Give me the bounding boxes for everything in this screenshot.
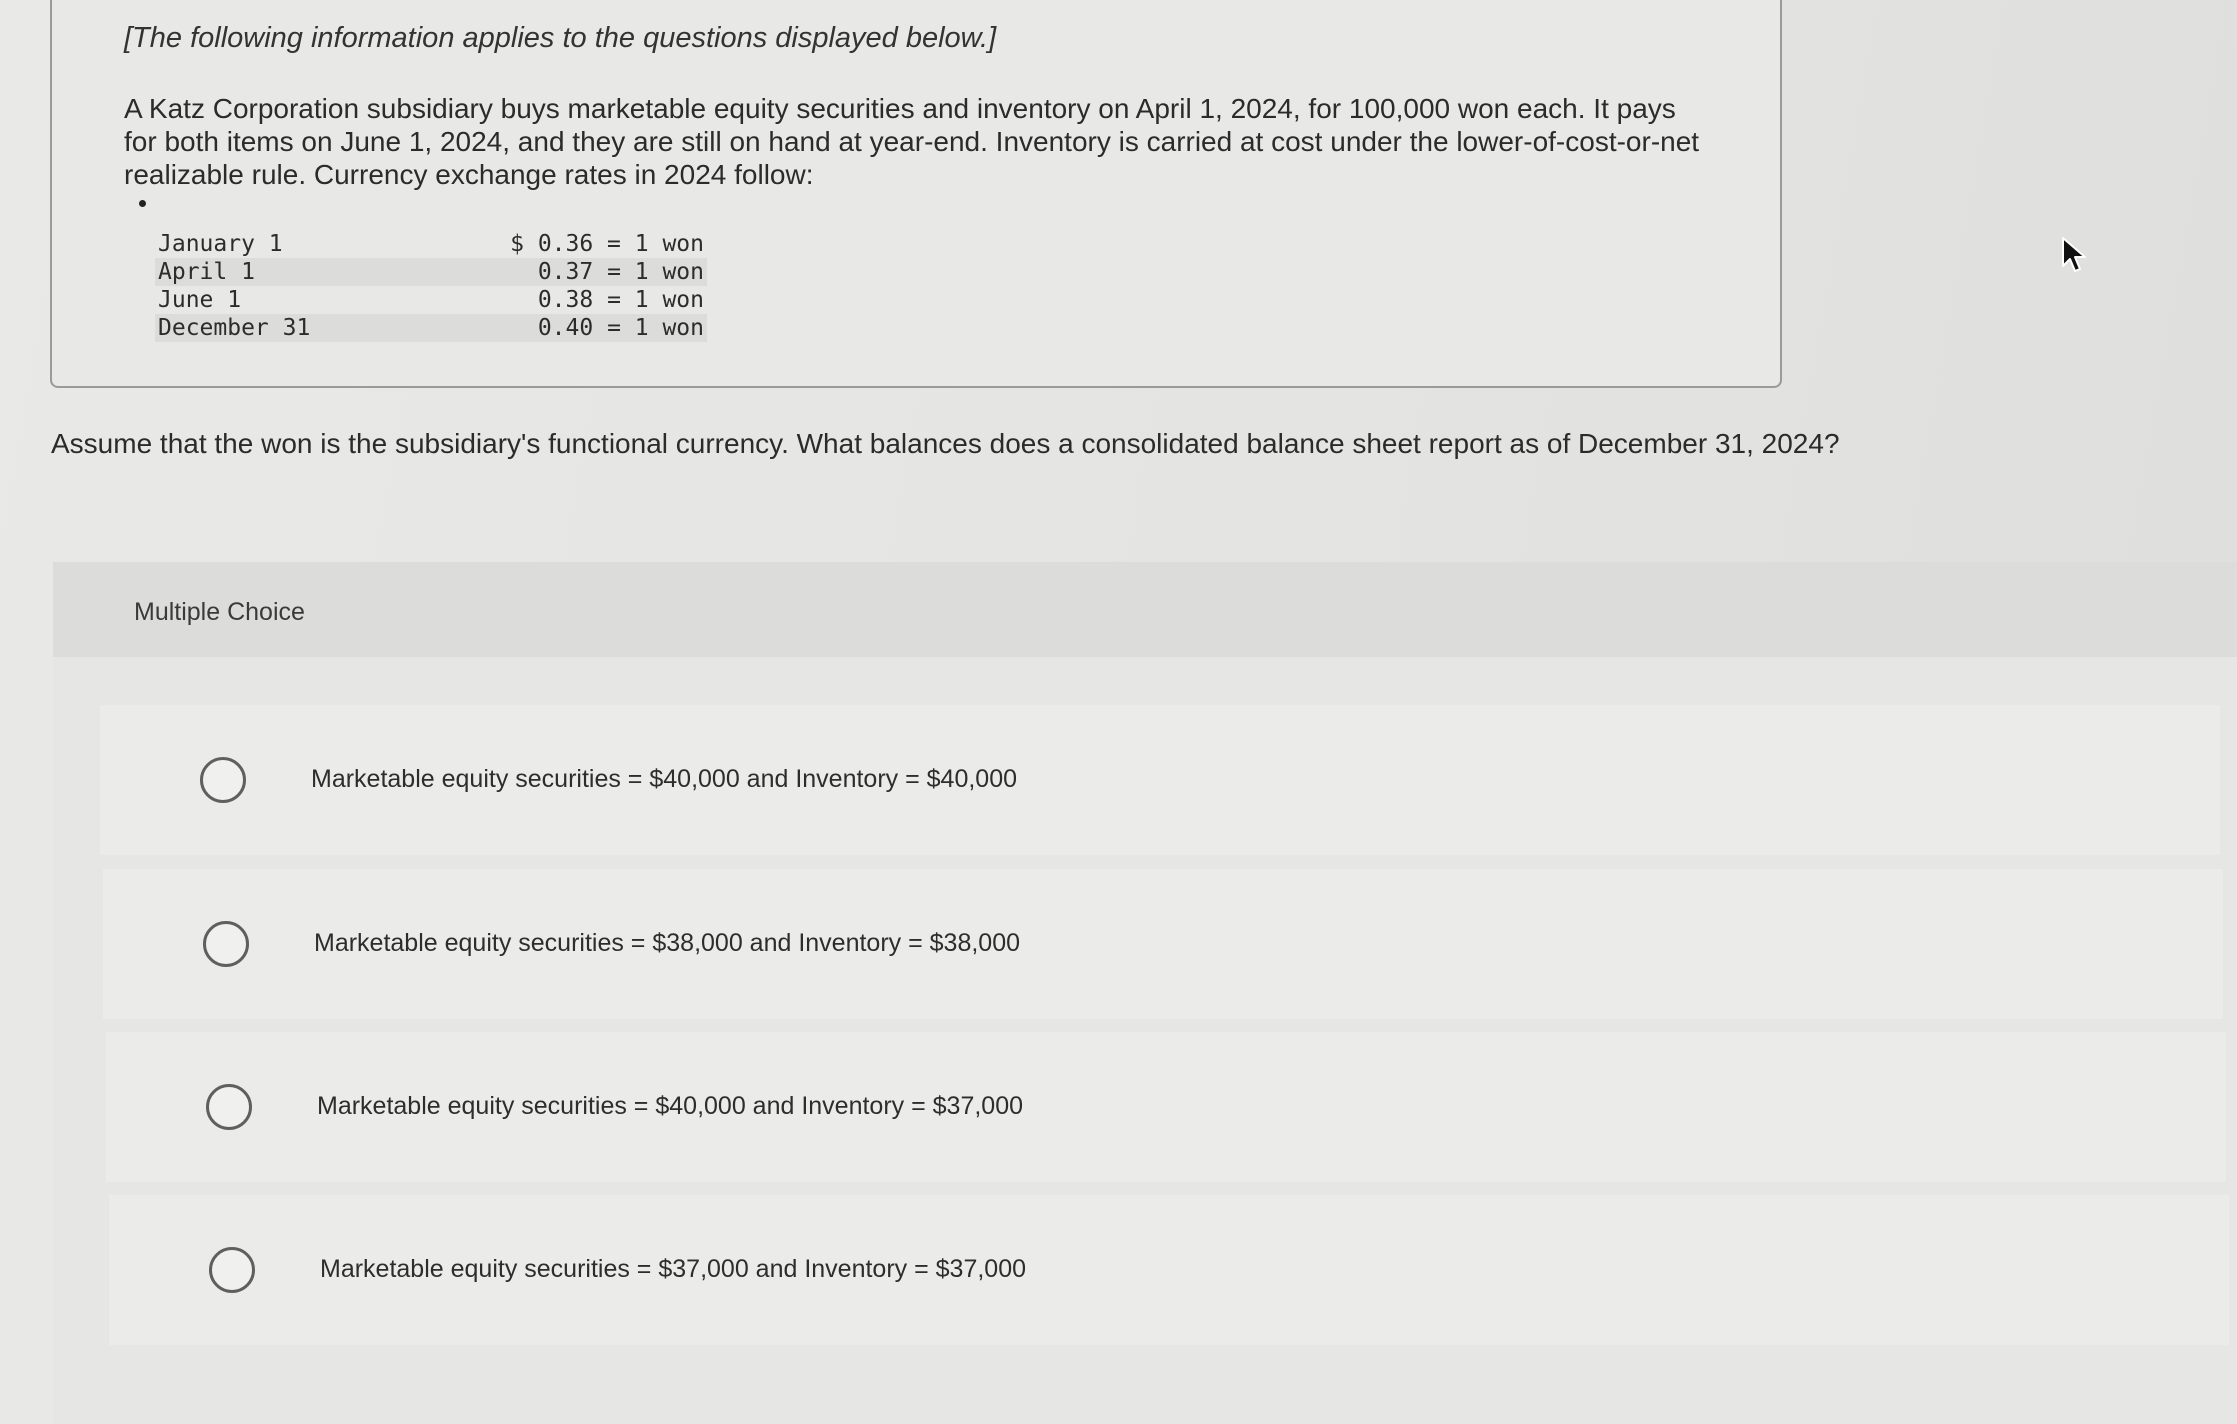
answer-label[interactable]: Marketable equity securities = $37,000 and Inventory = $37,000 — [320, 1255, 1027, 1283]
answer-option-4[interactable] — [109, 1195, 2229, 1345]
radio-button[interactable] — [203, 921, 249, 967]
exchange-rate-table — [155, 230, 707, 342]
rate-value: 0.40 = 1 won — [481, 314, 707, 342]
multiple-choice-panel — [53, 562, 2237, 1424]
multiple-choice-header — [53, 562, 2237, 657]
rate-date: April 1 — [155, 258, 481, 286]
radio-button[interactable] — [200, 757, 246, 803]
multiple-choice-title: Multiple Choice — [134, 598, 305, 626]
question-text: Assume that the won is the subsidiary's functional currency. What balances does a consolidated balance sheet report as of December 31, 2024? — [51, 428, 1840, 459]
bullet-dot-icon — [139, 200, 146, 207]
table-row — [155, 230, 707, 258]
table-row — [155, 314, 707, 342]
radio-button[interactable] — [206, 1084, 252, 1130]
intro-text: [The following information applies to the questions displayed below.] — [124, 22, 997, 54]
problem-text: A Katz Corporation subsidiary buys marketable equity securities and inventory on April 1, 2024, for 100,000 won each. It pays for both items on June 1, 2024, and they are still on hand at year-end. Inventory is carried at cost under the lower-of-cost-or-net realizable rule. Currency exchange rates in 2024 follow: — [124, 93, 1700, 190]
rate-value: 0.38 = 1 won — [537, 287, 704, 313]
mouse-pointer-icon — [2060, 236, 2090, 276]
rate-value: 0.37 = 1 won — [481, 258, 707, 286]
answer-option-2[interactable] — [103, 869, 2223, 1019]
answer-label[interactable]: Marketable equity securities = $40,000 and Inventory = $37,000 — [317, 1092, 1024, 1120]
radio-button[interactable] — [209, 1247, 255, 1293]
answer-label[interactable]: Marketable equity securities = $38,000 and Inventory = $38,000 — [314, 929, 1021, 957]
rate-value: $ 0.36 = 1 won — [510, 231, 704, 257]
answer-label[interactable]: Marketable equity securities = $40,000 and Inventory = $40,000 — [311, 765, 1018, 793]
rate-date: June 1 — [158, 287, 242, 313]
table-row — [155, 286, 707, 314]
rate-date: January 1 — [158, 231, 283, 257]
table-row — [155, 258, 707, 286]
answer-option-3[interactable] — [106, 1032, 2226, 1182]
answer-option-1[interactable] — [100, 705, 2220, 855]
rate-date: December 31 — [155, 314, 481, 342]
